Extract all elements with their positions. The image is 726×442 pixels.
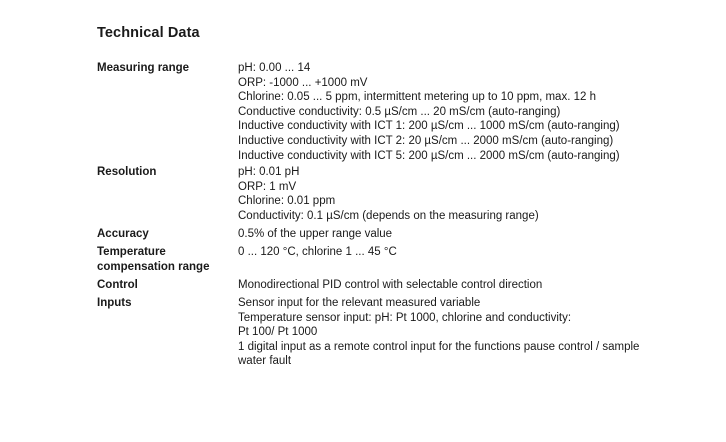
spec-values	[238, 165, 698, 223]
spec-value-line: 0.5% of the upper range value	[238, 228, 393, 240]
spec-value-line: Chlorine: 0.01 ppm	[238, 195, 336, 208]
spec-label-line: Resolution	[97, 166, 157, 178]
spec-values	[238, 227, 698, 242]
spec-value-line: 1 digital input as a remote control input for the functions pause control / sample	[238, 340, 640, 353]
spec-label-line: Measuring range	[97, 62, 190, 74]
spec-value-line: Sensor input for the relevant measured variable	[238, 297, 481, 309]
spec-value-line: ORP: -1000 ... +1000 mV	[238, 76, 368, 89]
spec-value-line: Temperature sensor input: pH: Pt 1000, chlorine and conductivity:	[238, 311, 572, 324]
spec-value-line: ORP: 1 mV	[238, 180, 297, 193]
spec-value-line: pH: 0.00 ... 14	[238, 62, 311, 74]
spec-value-line: Inductive conductivity with ICT 5: 200 µS/cm ... 2000 mS/cm (auto-ranging)	[238, 149, 620, 162]
page-title: Technical Data	[97, 25, 200, 41]
spec-label-line: Temperature	[97, 246, 166, 258]
spec-label-line: compensation range	[97, 260, 210, 273]
spec-values	[238, 61, 698, 163]
spec-values	[238, 245, 698, 260]
spec-value-line: Chlorine: 0.05 ... 5 ppm, intermittent metering up to 10 ppm, max. 12 h	[238, 91, 596, 104]
spec-value-line: Inductive conductivity with ICT 2: 20 µS/cm ... 2000 mS/cm (auto-ranging)	[238, 134, 614, 147]
spec-values	[238, 278, 698, 293]
spec-label	[97, 245, 235, 274]
spec-value-line: pH: 0.01 pH	[238, 166, 300, 178]
spec-value-line: water fault	[238, 355, 292, 368]
spec-value-line: Conductive conductivity: 0.5 µS/cm ... 20 mS/cm (auto-ranging)	[238, 105, 561, 118]
spec-label	[97, 278, 235, 293]
spec-label	[97, 165, 235, 180]
spec-label-line: Inputs	[97, 297, 132, 309]
spec-value-line: Conductivity: 0.1 µS/cm (depends on the measuring range)	[238, 209, 539, 222]
spec-label-line: Control	[97, 279, 138, 291]
spec-values	[238, 296, 698, 369]
spec-label	[97, 296, 235, 311]
spec-value-line: Pt 100/ Pt 1000	[238, 326, 318, 339]
spec-label	[97, 227, 235, 242]
spec-value-line: 0 ... 120 °C, chlorine 1 ... 45 °C	[238, 246, 397, 258]
spec-label	[97, 61, 235, 76]
spec-value-line: Inductive conductivity with ICT 1: 200 µS/cm ... 1000 mS/cm (auto-ranging)	[238, 120, 620, 133]
spec-value-line: Monodirectional PID control with selectable control direction	[238, 279, 543, 291]
spec-label-line: Accuracy	[97, 228, 149, 240]
